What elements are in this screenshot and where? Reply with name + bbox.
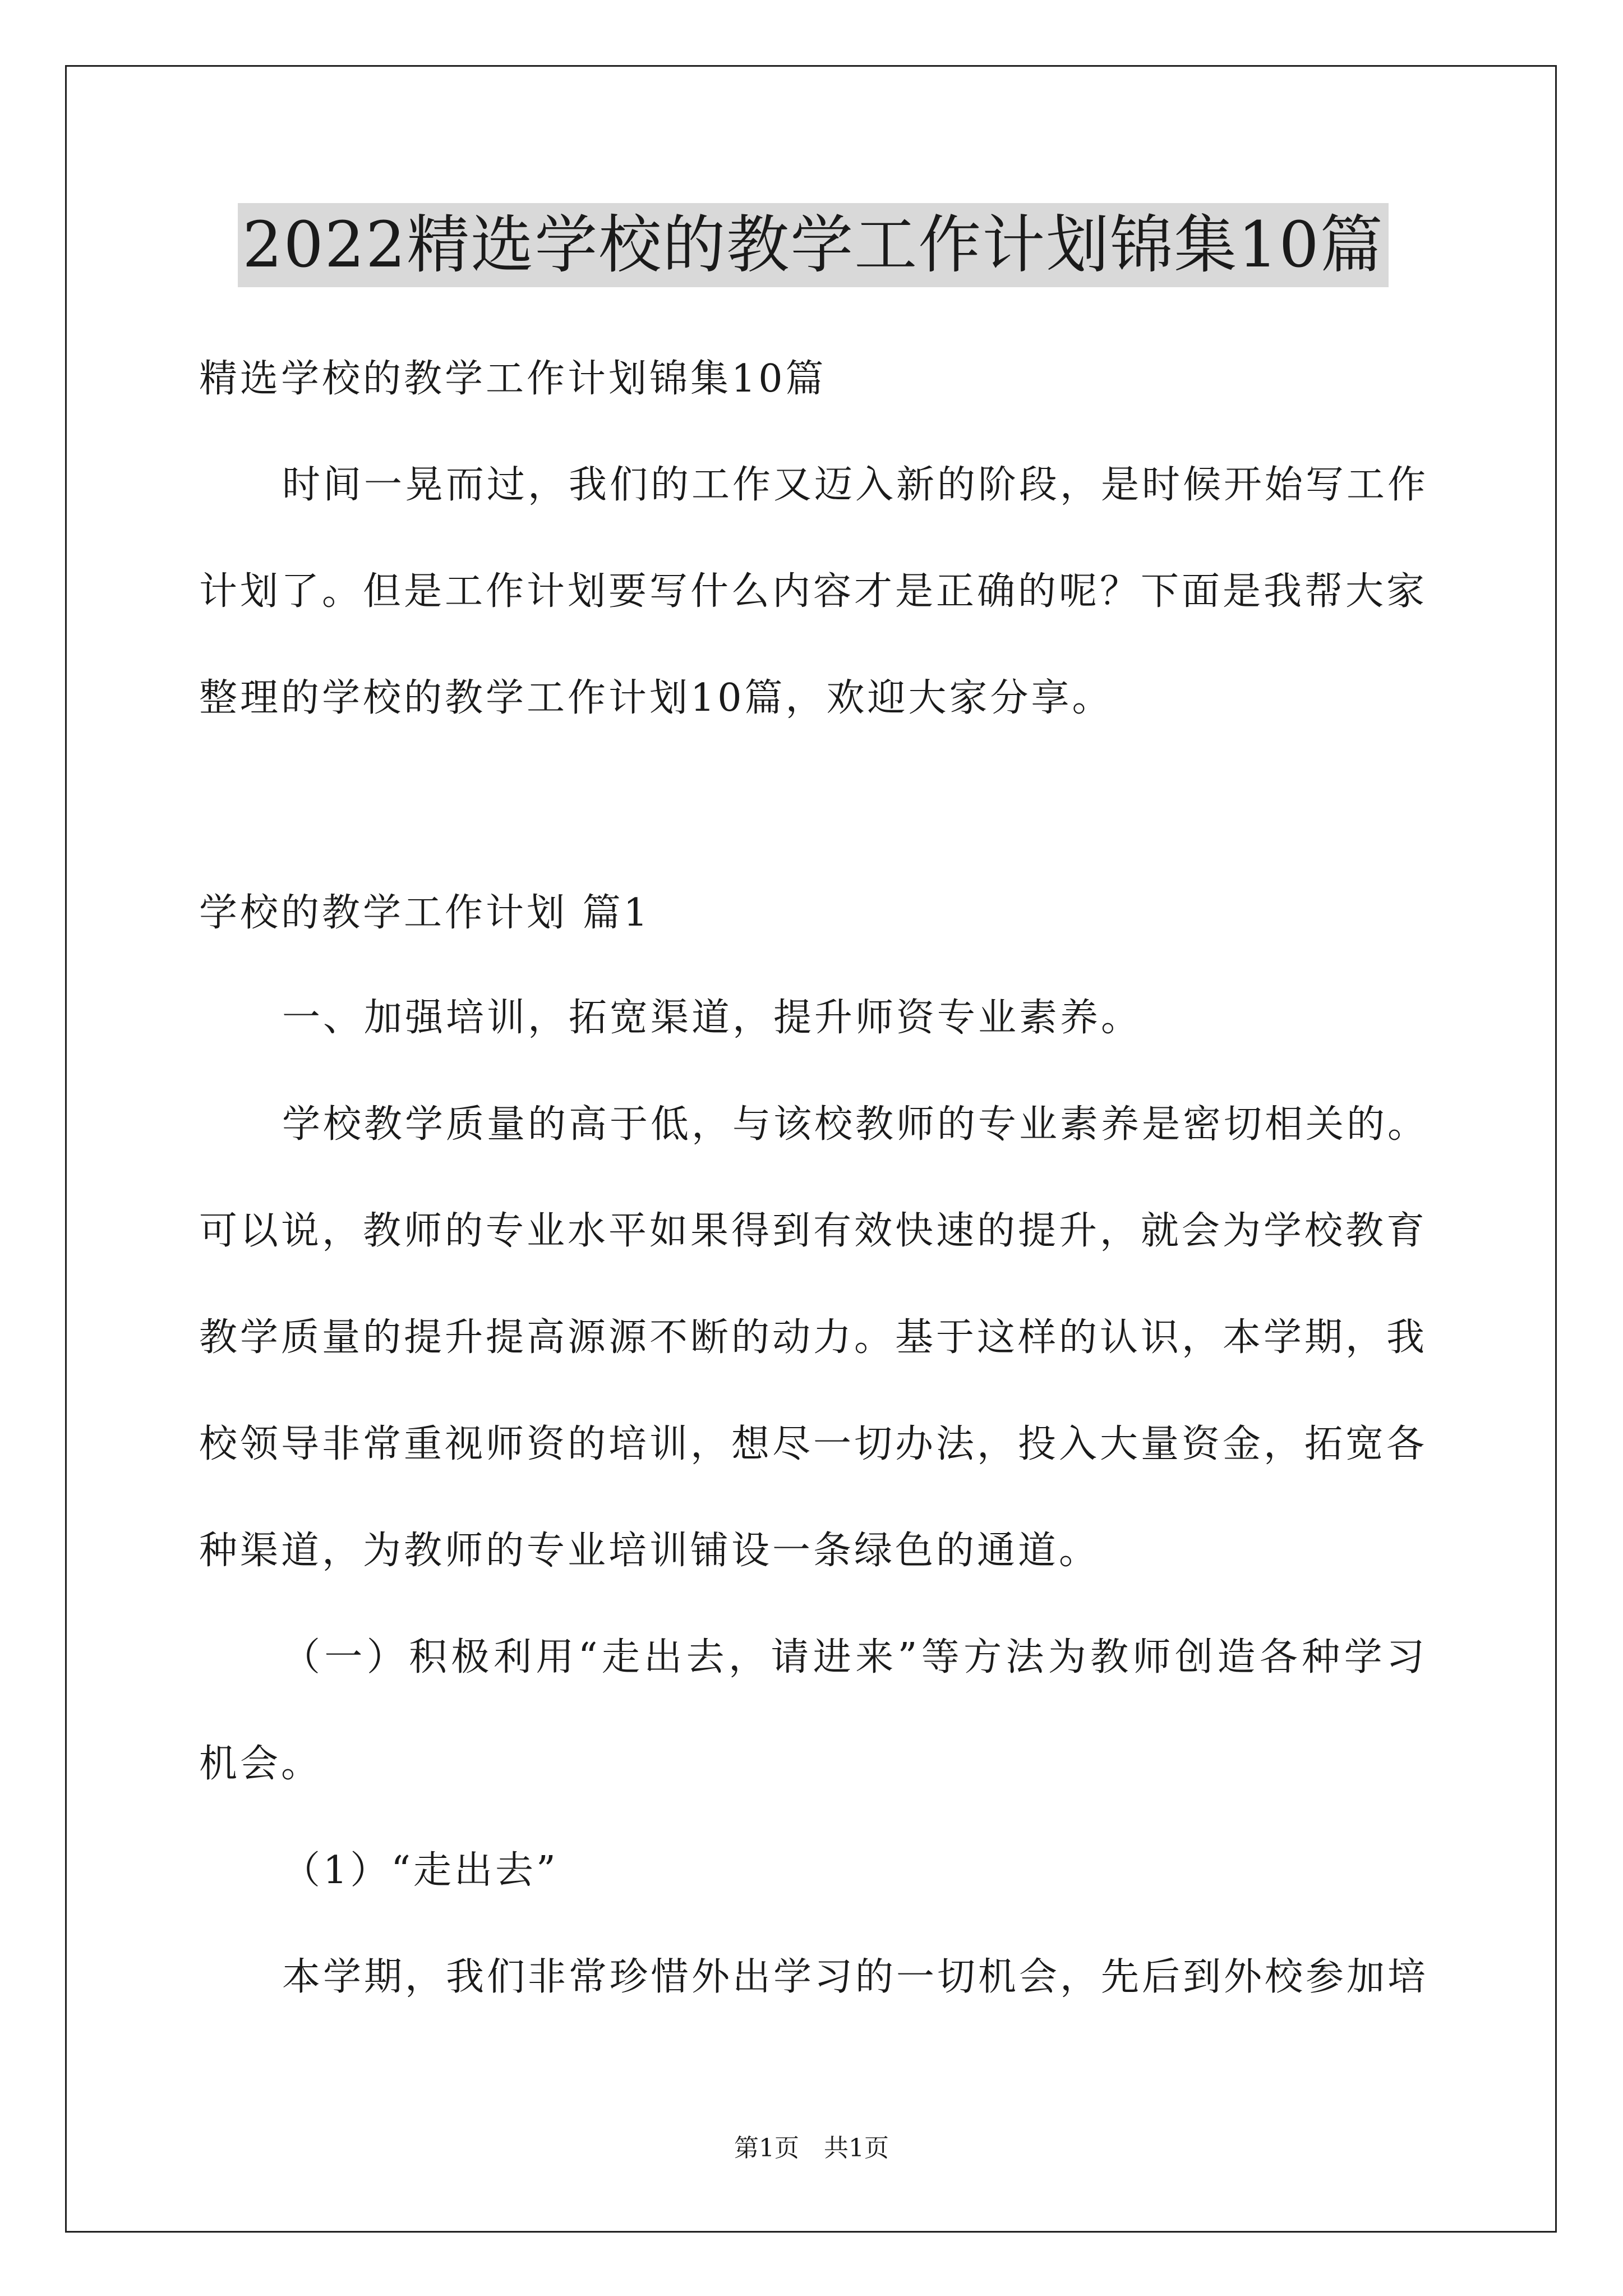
paragraph-line: 可以说，教师的专业水平如果得到有效快速的提升，就会为学校教育	[199, 1209, 1428, 1253]
title-wrap	[199, 203, 1427, 287]
paragraph-line: 计划了。但是工作计划要写什么内容才是正确的呢？下面是我帮大家	[199, 569, 1428, 614]
paragraph-line: 学校教学质量的高于低，与该校教师的专业素养是密切相关的。	[282, 1102, 1429, 1147]
item-heading: （1）“走出去”	[282, 1848, 559, 1893]
paragraph-line: 整理的学校的教学工作计划10篇，欢迎大家分享。	[199, 676, 1113, 720]
section-heading: 学校的教学工作计划 篇1	[199, 891, 651, 935]
paragraph-line: 时间一晃而过，我们的工作又迈入新的阶段，是时候开始写工作	[282, 463, 1429, 507]
paragraph-line: 校领导非常重视师资的培训，想尽一切办法，投入大量资金，拓宽各	[199, 1422, 1428, 1466]
paragraph-line: （一）积极利用“走出去，请进来”等方法为教师创造各种学习	[282, 1635, 1427, 1680]
paragraph-line: 机会。	[199, 1742, 322, 1786]
page-number-footer: 第1页 共1页	[734, 2134, 889, 2162]
subsection-heading: 一、加强培训，拓宽渠道，提升师资专业素养。	[282, 996, 1142, 1040]
paragraph-line: 教学质量的提升提高源源不断的动力。基于这样的认识，本学期，我	[199, 1315, 1428, 1360]
document-subtitle: 精选学校的教学工作计划锦集10篇	[199, 357, 827, 401]
paragraph-line: 种渠道，为教师的专业培训铺设一条绿色的通道。	[199, 1529, 1100, 1573]
document-title: 2022精选学校的教学工作计划锦集10篇	[238, 203, 1389, 287]
paragraph-line: 本学期，我们非常珍惜外出学习的一切机会，先后到外校参加培	[282, 1955, 1429, 1999]
